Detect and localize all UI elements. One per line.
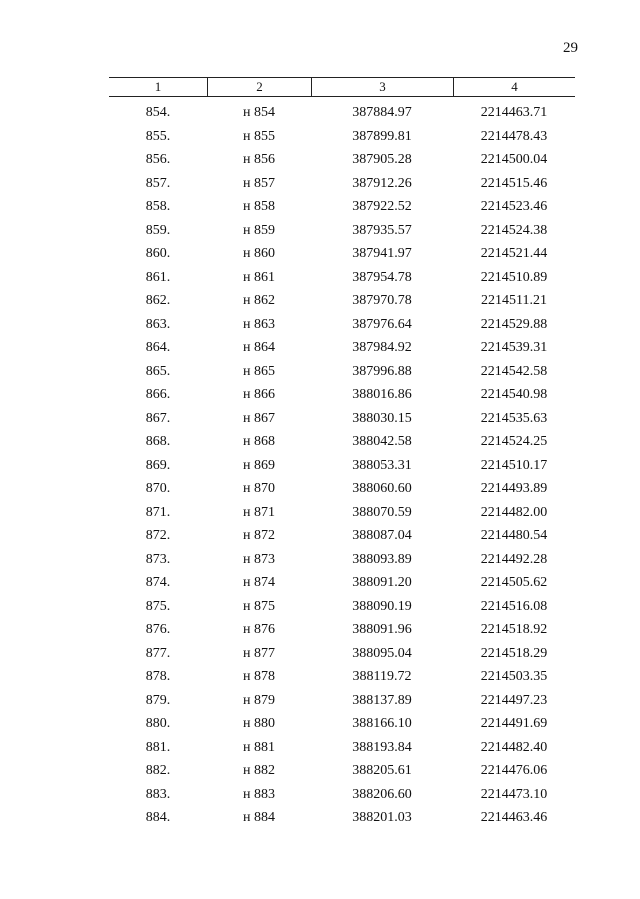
x-coordinate: 387884.97 — [352, 105, 412, 120]
point-id: н 882 — [243, 763, 275, 778]
x-coordinate: 388091.96 — [352, 622, 412, 637]
row-number: 868. — [145, 434, 171, 449]
y-coordinate: 2214511.21 — [481, 293, 547, 308]
table-row — [109, 219, 575, 243]
table-row — [109, 524, 575, 548]
row-number: 869. — [145, 457, 171, 473]
y-coordinate: 2214503.35 — [480, 669, 548, 684]
row-number: 854. — [145, 105, 171, 120]
x-coordinate: 388053.31 — [352, 457, 412, 473]
y-coordinate: 2214523.46 — [480, 199, 548, 214]
page-number: 29 — [563, 40, 578, 56]
table-row — [109, 806, 575, 830]
table-row — [109, 125, 575, 149]
y-coordinate: 2214521.44 — [480, 246, 548, 261]
table-row — [109, 665, 575, 689]
row-number: 873. — [145, 551, 171, 567]
row-number: 864. — [145, 340, 171, 355]
table-row — [109, 477, 575, 501]
x-coordinate: 387941.97 — [352, 246, 412, 261]
x-coordinate: 388206.60 — [352, 786, 412, 802]
point-id: н 872 — [243, 528, 275, 543]
y-coordinate: 2214493.89 — [480, 481, 548, 496]
table-row — [109, 736, 575, 760]
x-coordinate: 388119.72 — [352, 669, 412, 684]
row-number: 883. — [145, 786, 171, 802]
x-coordinate: 388093.89 — [352, 551, 412, 567]
table-row — [109, 501, 575, 525]
row-number: 878. — [145, 669, 171, 684]
point-id: н 863 — [243, 316, 275, 332]
table-row — [109, 618, 575, 642]
x-coordinate: 387922.52 — [352, 199, 412, 214]
row-number: 860. — [145, 246, 171, 261]
row-number: 862. — [145, 293, 171, 308]
y-coordinate: 2214478.43 — [480, 128, 548, 144]
row-number: 881. — [145, 739, 171, 755]
table-row — [109, 195, 575, 219]
point-id: н 866 — [243, 387, 275, 402]
y-coordinate: 2214529.88 — [480, 316, 548, 332]
y-coordinate: 2214510.17 — [480, 457, 548, 473]
table-row — [109, 571, 575, 595]
point-id: н 867 — [243, 410, 275, 426]
column-header-2: 2 — [207, 78, 311, 96]
table-row — [109, 172, 575, 196]
point-id: н 868 — [243, 434, 275, 449]
table-row — [109, 101, 575, 125]
point-id: н 880 — [243, 716, 275, 731]
point-id: н 875 — [243, 598, 275, 614]
table-row — [109, 642, 575, 666]
column-header-4: 4 — [453, 78, 575, 96]
point-id: н 855 — [243, 128, 275, 144]
row-number: 865. — [145, 363, 171, 379]
x-coordinate: 388070.59 — [352, 504, 412, 520]
row-number: 884. — [145, 810, 171, 825]
point-id: н 859 — [243, 222, 275, 238]
table-row — [109, 383, 575, 407]
row-number: 879. — [145, 692, 171, 708]
row-number: 877. — [145, 645, 171, 661]
x-coordinate: 388016.86 — [352, 387, 412, 402]
x-coordinate: 388087.04 — [352, 528, 412, 543]
table-row — [109, 783, 575, 807]
column-header-1: 1 — [154, 79, 162, 94]
row-number: 876. — [145, 622, 171, 637]
point-id: н 860 — [243, 246, 275, 261]
row-number: 863. — [145, 316, 171, 332]
table-row — [109, 148, 575, 172]
point-id: н 864 — [243, 340, 275, 355]
x-coordinate: 388042.58 — [352, 434, 412, 449]
y-coordinate: 2214524.38 — [480, 222, 548, 238]
row-number: 870. — [145, 481, 171, 496]
row-number: 855. — [145, 128, 171, 144]
row-number: 861. — [145, 269, 171, 285]
coordinates-table — [109, 77, 575, 830]
point-id: н 873 — [243, 551, 275, 567]
table-header — [109, 77, 575, 97]
column-header-3: 3 — [311, 78, 453, 96]
table-row — [109, 242, 575, 266]
point-id: н 877 — [243, 645, 275, 661]
row-number: 875. — [145, 598, 171, 614]
y-coordinate: 2214482.40 — [480, 739, 548, 755]
table-row — [109, 548, 575, 572]
y-coordinate: 2214510.89 — [480, 269, 548, 285]
x-coordinate: 388030.15 — [352, 410, 412, 426]
point-id: н 871 — [243, 504, 275, 520]
x-coordinate: 387984.92 — [352, 340, 412, 355]
x-coordinate: 388166.10 — [352, 716, 412, 731]
y-coordinate: 2214500.04 — [480, 152, 548, 167]
row-number: 874. — [145, 575, 171, 590]
y-coordinate: 2214492.28 — [480, 551, 548, 567]
y-coordinate: 2214515.46 — [480, 175, 548, 191]
y-coordinate: 2214518.29 — [480, 645, 548, 661]
point-id: н 879 — [243, 692, 275, 708]
y-coordinate: 2214476.06 — [480, 763, 548, 778]
point-id: н 874 — [243, 575, 275, 590]
x-coordinate: 388193.84 — [352, 739, 412, 755]
table-row — [109, 689, 575, 713]
x-coordinate: 387954.78 — [352, 269, 412, 285]
point-id: н 878 — [243, 669, 275, 684]
row-number: 866. — [145, 387, 171, 402]
table-row — [109, 407, 575, 431]
y-coordinate: 2214524.25 — [480, 434, 548, 449]
point-id: н 865 — [243, 363, 275, 379]
table-row — [109, 430, 575, 454]
x-coordinate: 388205.61 — [352, 763, 412, 778]
table-body — [109, 101, 575, 830]
table-row — [109, 289, 575, 313]
x-coordinate: 388091.20 — [352, 575, 412, 590]
x-coordinate: 388095.04 — [352, 645, 412, 661]
table-row — [109, 712, 575, 736]
y-coordinate: 2214491.69 — [480, 716, 548, 731]
row-number: 867. — [145, 410, 171, 426]
x-coordinate: 387935.57 — [352, 222, 412, 238]
table-row — [109, 595, 575, 619]
y-coordinate: 2214463.46 — [480, 810, 548, 825]
y-coordinate: 2214540.98 — [480, 387, 548, 402]
y-coordinate: 2214480.54 — [480, 528, 548, 543]
point-id: н 876 — [243, 622, 275, 637]
table-row — [109, 313, 575, 337]
point-id: н 862 — [243, 293, 275, 308]
x-coordinate: 388137.89 — [352, 692, 412, 708]
x-coordinate: 388060.60 — [352, 481, 412, 496]
row-number: 882. — [145, 763, 171, 778]
y-coordinate: 2214539.31 — [480, 340, 548, 355]
x-coordinate: 387899.81 — [352, 128, 412, 144]
point-id: н 883 — [243, 786, 275, 802]
y-coordinate: 2214516.08 — [480, 598, 548, 614]
y-coordinate: 2214463.71 — [480, 105, 548, 120]
point-id: н 854 — [243, 105, 275, 120]
x-coordinate: 387976.64 — [352, 316, 412, 332]
y-coordinate: 2214473.10 — [480, 786, 548, 802]
row-number: 872. — [145, 528, 171, 543]
x-coordinate: 387970.78 — [352, 293, 412, 308]
row-number: 857. — [145, 175, 171, 191]
y-coordinate: 2214497.23 — [480, 692, 548, 708]
row-number: 880. — [145, 716, 171, 731]
point-id: н 857 — [243, 175, 275, 191]
point-id: н 869 — [243, 457, 275, 473]
table-row — [109, 759, 575, 783]
point-id: н 861 — [243, 269, 275, 285]
row-number: 858. — [145, 199, 171, 214]
table-row — [109, 336, 575, 360]
y-coordinate: 2214518.92 — [480, 622, 548, 637]
y-coordinate: 2214482.00 — [480, 504, 548, 520]
row-number: 856. — [145, 152, 171, 167]
table-row — [109, 266, 575, 290]
y-coordinate: 2214505.62 — [480, 575, 548, 590]
table-row — [109, 454, 575, 478]
y-coordinate: 2214542.58 — [480, 363, 548, 379]
x-coordinate: 387905.28 — [352, 152, 412, 167]
point-id: н 858 — [243, 199, 275, 214]
row-number: 871. — [145, 504, 171, 520]
table-row — [109, 360, 575, 384]
point-id: н 870 — [243, 481, 275, 496]
x-coordinate: 387996.88 — [352, 363, 412, 379]
x-coordinate: 387912.26 — [352, 175, 412, 191]
x-coordinate: 388090.19 — [352, 598, 412, 614]
x-coordinate: 388201.03 — [352, 810, 412, 825]
point-id: н 884 — [243, 810, 275, 825]
point-id: н 881 — [243, 739, 275, 755]
y-coordinate: 2214535.63 — [480, 410, 548, 426]
row-number: 859. — [145, 222, 171, 238]
point-id: н 856 — [243, 152, 275, 167]
